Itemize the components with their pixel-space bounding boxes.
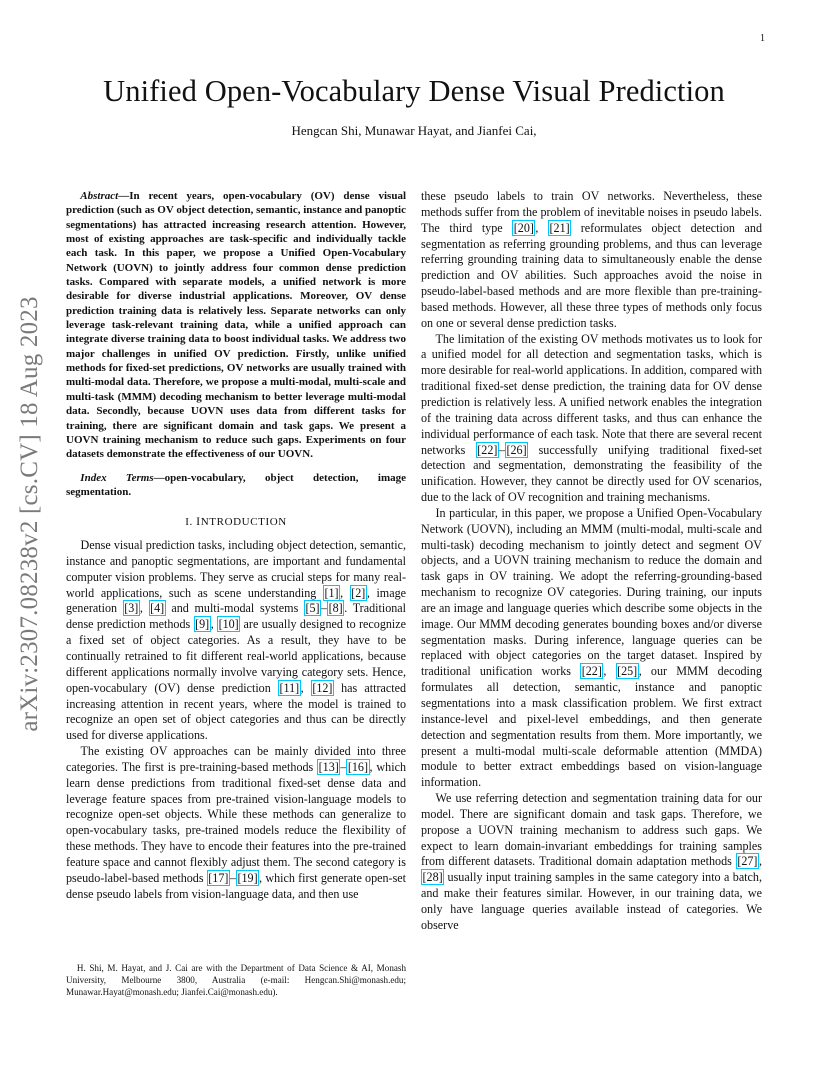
intro-paragraph-2: The existing OV approaches can be mainly divided into three categories. The first is pre-training-based methods [13] – [16] , which learn dense predictions from traditional fixed-set dense data and leverage feature spaces from pre-trained vision-language models to recognize open-set objects. While these methods can generalize to open-vocabulary tasks, pre-trained models reduce the flexibility of these methods. They have to encode their features into the pre-trained feature space and cannot flexibly adjust them. The second category is pseudo-label-based methods [17] – [19] , which first generate open-set dense pseudo labels from vision-language data, and then use xyxy=(66,744,406,901)
citation-link[interactable]: [9] xyxy=(195,617,210,632)
citation-link[interactable]: [8] xyxy=(328,601,343,616)
index-terms xyxy=(66,471,406,500)
citation-link[interactable]: [28] xyxy=(422,870,443,885)
citation-link[interactable]: [20] xyxy=(513,220,534,235)
citation-link[interactable]: [3] xyxy=(124,601,139,616)
citation-link[interactable]: [2] xyxy=(351,585,366,600)
citation-link[interactable]: [22] xyxy=(477,442,498,457)
citation-link[interactable]: [10] xyxy=(218,617,239,632)
intro-paragraph-4: The limitation of the existing OV methods motivates us to look for a unified model for all detection and segmentation tasks, which is more desirable for real-world applications. In addition, compared with traditional fixed-set dense prediction, the training data for OV dense prediction is relatively less. A unified network enables the integration of the training data across different tasks, and thus can enhance the individual performance of each task. Note that there are several recent networks [22] – [26] successfully unifying traditional fixed-set detection and segmentation, demonstrating the feasibility of the unification. However, they cannot be directly used for OV scenarios, due to the lack of OV recognition and training mechanisms. xyxy=(421,331,763,505)
section-heading-introduction: I. INTRODUCTION xyxy=(185,514,287,529)
intro-paragraph-5: In particular, in this paper, we propose a Unified Open-Vocabulary Network (UOVN), including an MMM (multi-modal, multi-scale and multi-task) decoding mechanism to jointly detect and segment OV objects, and a UOVN training mechanism to reduce the domain and task gaps in OV training. We adopt the referring-grounding-based mechanism to recognize OV categories. During training, our inputs are an image and language queries which describe some objects in the image. Our MMM decoding generates bounding boxes and/or diverse segmentation masks. During inference, language queries can be replaced with object categories on the target dataset. Inspired by traditional unification works [22] , [25] , our MMM decoding formulates all detection, semantic, instance and panoptic segmentations into a mask classification problem. We first extract instance-level and pixel-level embeddings, and then generate detection and segmentation results from them. More importantly, we present a multi-modal multi-scale deformable attention (MMDA) module to better extract embeddings based on vision-language information. xyxy=(421,505,762,790)
author-list: Hengcan Shi, Munawar Hayat, and Jianfei Cai, xyxy=(291,123,537,138)
left-column xyxy=(66,189,406,902)
page-number: 1 xyxy=(760,33,765,44)
abstract xyxy=(66,189,406,462)
abstract-text: —In recent years, open-vocabulary (OV) dense visual prediction (such as OV object detection, semantic, instance and panoptic segmentations) has attracted increasing research attention. However, most of existing approaches are task-specific and individually tackle each task. In this paper, we propose a Unified Open-Vocabulary Network (UOVN) to jointly address four common dense prediction tasks. Compared with separate models, a unified network is more desirable for diverse industrial applications. Moreover, OV dense prediction training data is relatively less. Separate networks can only leverage task-relevant training data, while a unified approach can integrate diverse training data to boost individual tasks. We address two major challenges in unified OV prediction. Firstly, unlike unified methods for fixed-set predictions, OV networks are usually trained with multi-modal data. Therefore, we propose a multi-modal, multi-scale and multi-task (MMM) decoding mechanism to better leverage multi-modal data. Secondly, because UOVN uses data from different tasks for training, there are significant domain and task gaps. We present a UOVN training mechanism to reduce such gaps. Experiments on four datasets demonstrate the effectiveness of our UOVN. xyxy=(66,190,406,461)
citation-link[interactable]: [13] xyxy=(318,759,339,774)
citation-link[interactable]: [26] xyxy=(506,442,527,457)
citation-link[interactable]: [17] xyxy=(208,870,229,885)
citation-link[interactable]: [22] xyxy=(581,664,602,679)
index-terms-text: —open-vocabulary, object detection, image segmentation. xyxy=(66,471,406,498)
citation-link[interactable]: [16] xyxy=(347,759,369,774)
citation-link[interactable]: [27] xyxy=(737,854,758,869)
citation-link[interactable]: [12] xyxy=(312,680,333,695)
citation-link[interactable]: [11] xyxy=(279,680,300,695)
citation-link[interactable]: [5] xyxy=(305,601,320,616)
arxiv-identifier-text: arXiv:2307.08238v2 [cs.CV] 18 Aug 2023 xyxy=(16,296,43,732)
intro-paragraph-1: Dense visual prediction tasks, including object detection, semantic, instance and panoptic segmentations, are important and fundamental computer vision problems. They serve as crucial steps for many real-world applications, such as scene understanding [1] , [2] , image generation [3] , [4] and multi-modal systems [5] – [8] . Traditional dense prediction methods [9] , [10] are usually designed to recognize a fixed set of object categories. As a result, they have to be continually retrained to fit different real-world applications, because different applications normally involve varying category sets. Hence, open-vocabulary (OV) dense prediction [11] , [12] has attracted increasing attention in recent years, where the model is trained to recognize an open set of object categories and thus can be directly used for diverse applications. xyxy=(66,538,407,743)
abstract-label: Abstract xyxy=(80,190,119,202)
right-column xyxy=(421,189,762,934)
author-affiliation-footnote: H. Shi, M. Hayat, and J. Cai are with the Department of Data Science & AI, Monash University, Melbourne 3800, Australia (e-mail: Hengcan.Shi@monash.edu; Munawar.Hayat@monash.edu; Jianfei.Cai@monash.edu). xyxy=(66,963,406,997)
citation-link[interactable]: [4] xyxy=(150,601,165,616)
citation-link[interactable]: [19] xyxy=(237,870,258,885)
index-terms-label: Index Terms xyxy=(80,471,154,484)
citation-link[interactable]: [21] xyxy=(549,220,570,235)
arxiv-identifier xyxy=(2,279,58,749)
paper-title: Unified Open-Vocabulary Dense Visual Prediction xyxy=(103,74,725,108)
intro-paragraph-6: We use referring detection and segmentation training data for our model. There are significant domain and task gaps. Therefore, we propose a UOVN training mechanism to address such gaps. We expect to learn domain-invariant embeddings for training samples from different datasets. Traditional domain adaptation methods [27] , [28] usually input training samples in the same category into a batch, and make their features similar. However, in our training data, we only have language queries available instead of categories. We observe xyxy=(421,791,762,932)
citation-link[interactable]: [25] xyxy=(617,664,638,679)
citation-link[interactable]: [1] xyxy=(324,585,339,600)
intro-paragraph-3: these pseudo labels to train OV networks. Nevertheless, these methods suffer from the problem of inevitable noises in pseudo labels. The third type [20] , [21] reformulates object detection and segmentation as referring grounding problems, and thus can leverage referring grounding training data to simultaneously enable the dense prediction and OV abilities. Such approaches avoid the noise in pseudo-label-based methods and are more flexible than pre-training-based methods. However, all these three types of methods only focus on one or several dense prediction tasks. xyxy=(421,189,763,330)
